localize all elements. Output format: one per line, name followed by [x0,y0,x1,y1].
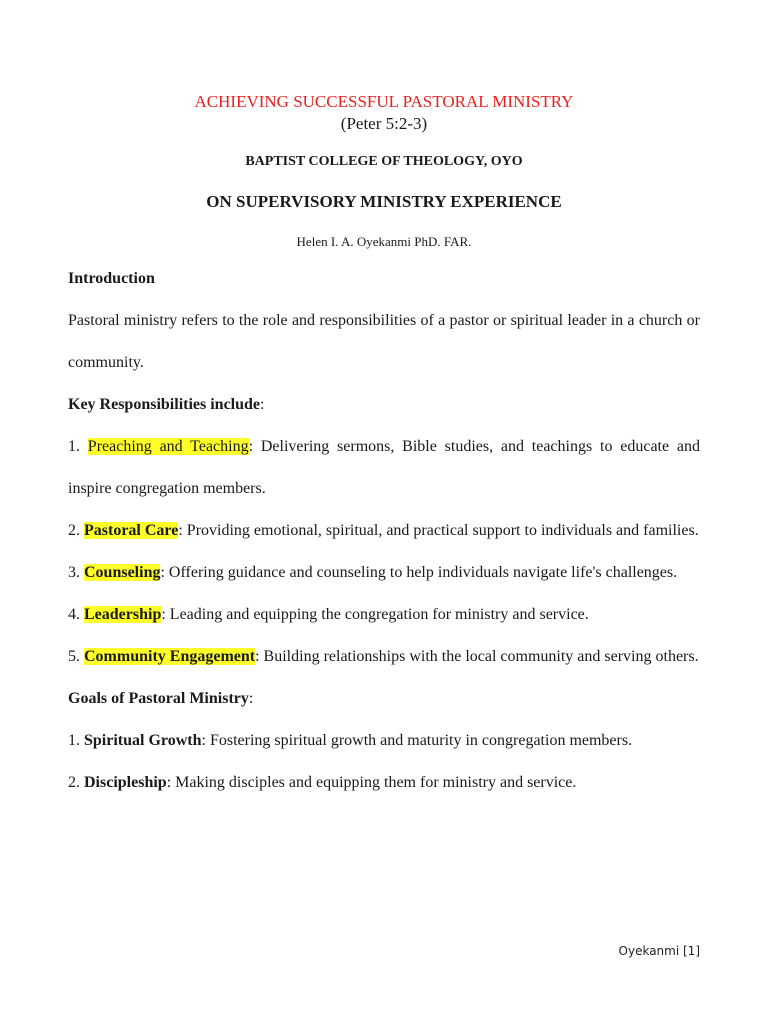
item-description: : Leading and equipping the congregation for ministry and service. [161,606,589,623]
item-number: 1. [68,732,84,749]
item-description: : Fostering spiritual growth and maturity in congregation members. [201,732,633,749]
scripture-reference: (Peter 5:2-3) [340,114,428,133]
goal-item-discipleship [68,762,700,804]
goals-heading-text: Goals of Pastoral Ministry [68,690,249,707]
intro-paragraph: Pastoral ministry refers to the role and responsibilities of a pastor or spiritual leader in a church or community. [68,312,700,371]
responsibility-item-community [68,636,700,678]
responsibility-item-preaching [68,426,700,510]
item-term: Spiritual Growth [84,732,202,749]
item-term: Leadership [84,606,162,623]
goal-item-spiritual-growth [68,720,700,762]
responsibility-item-counseling [68,552,700,594]
item-description: : Offering guidance and counseling to help individuals navigate life's challenges. [160,564,678,581]
goals-heading-colon: : [248,690,254,707]
item-number: 3. [68,564,84,581]
responsibility-item-pastoral-care [68,510,700,552]
document-title: ACHIEVING SUCCESSFUL PASTORAL MINISTRY [194,92,574,111]
responsibilities-heading-text: Key Responsibilities include [68,396,261,413]
item-term: Community Engagement [84,648,256,665]
item-description: : Making disciples and equipping them for ministry and service. [166,774,577,791]
responsibilities-heading [68,384,700,426]
responsibility-item-leadership [68,594,700,636]
item-term: Counseling [84,564,161,581]
item-term: Discipleship [84,774,167,791]
item-term: Preaching and Teaching [87,438,249,455]
responsibilities-heading-colon: : [260,396,265,413]
author-line: Helen I. A. Oyekanmi PhD. FAR. [296,234,472,249]
item-number: 4. [68,606,84,623]
item-number: 2. [68,522,84,539]
goals-heading [68,678,700,720]
item-number: 1. [68,438,88,455]
item-term: Pastoral Care [84,522,179,539]
item-description: : Providing emotional, spiritual, and practical support to individuals and families. [178,522,699,539]
item-description: : Building relationships with the local community and serving others. [255,648,699,665]
college-name: BAPTIST COLLEGE OF THEOLOGY, OYO [245,154,523,169]
item-number: 5. [68,648,84,665]
page-footer: Oyekanmi [1] [618,944,700,958]
intro-heading: Introduction [68,270,155,287]
section-subtitle: ON SUPERVISORY MINISTRY EXPERIENCE [206,192,562,211]
item-number: 2. [68,774,84,791]
item-description: : Delivering sermons, Bible studies, and teachings to educate and inspire congregation members. [68,438,700,497]
document-body [68,258,700,804]
